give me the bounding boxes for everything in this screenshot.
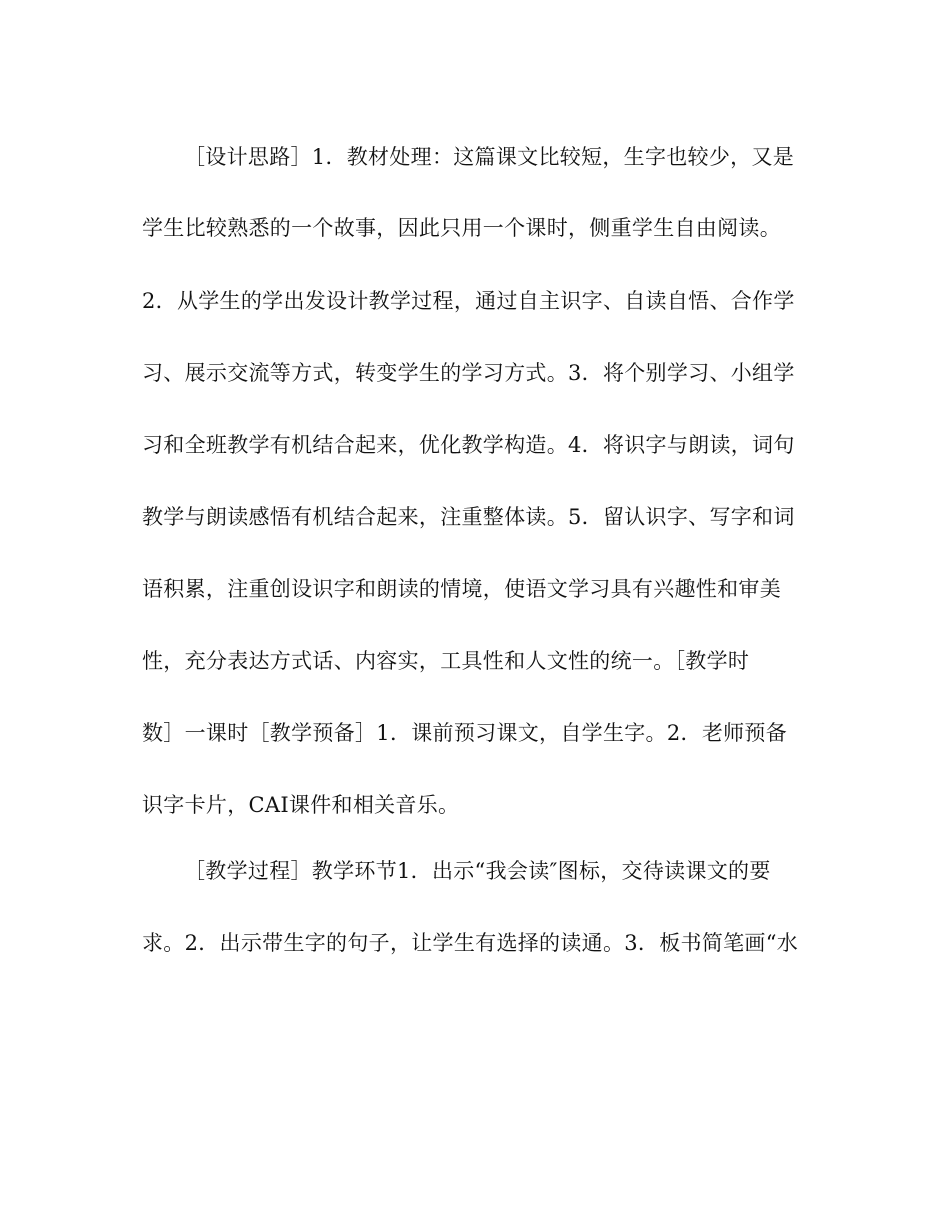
paragraph-line: 学生比较熟悉的一个故事，因此只用一个课时，侧重学生自由阅读。 — [142, 216, 781, 240]
paragraph-line: ［设计思路］1．教材处理：这篇课文比较短，生字也较少，又是 — [184, 145, 795, 169]
paragraph-line: 教学与朗读感悟有机结合起来，注重整体读。5．留认识字、写字和词 — [142, 505, 795, 529]
paragraph-line: 习和全班教学有机结合起来，优化教学构造。4．将识字与朗读，词句 — [142, 433, 795, 457]
paragraph-line: 2．从学生的学出发设计教学过程，通过自主识字、自读自悟、合作学 — [142, 289, 795, 313]
paragraph-line: 识字卡片，CAI课件和相关音乐。 — [142, 793, 460, 817]
paragraph-line: 习、展示交流等方式，转变学生的学习方式。3．将个别学习、小组学 — [142, 361, 795, 385]
paragraph-line: ［教学过程］教学环节1．出示“我会读″图标，交待读课文的要 — [184, 859, 771, 883]
paragraph-line: 性，充分表达方式话、内容实，工具性和人文性的统一。［教学时 — [142, 649, 750, 673]
paragraph-line: 数］一课时［教学预备］1．课前预习课文，自学生字。2．老师预备 — [142, 721, 788, 745]
paragraph-line: 语积累，注重创设识字和朗读的情境，使语文学习具有兴趣性和审美 — [142, 577, 781, 601]
paragraph-line: 求。2．出示带生字的句子，让学生有选择的读通。3．板书简笔画“水 — [142, 931, 799, 955]
